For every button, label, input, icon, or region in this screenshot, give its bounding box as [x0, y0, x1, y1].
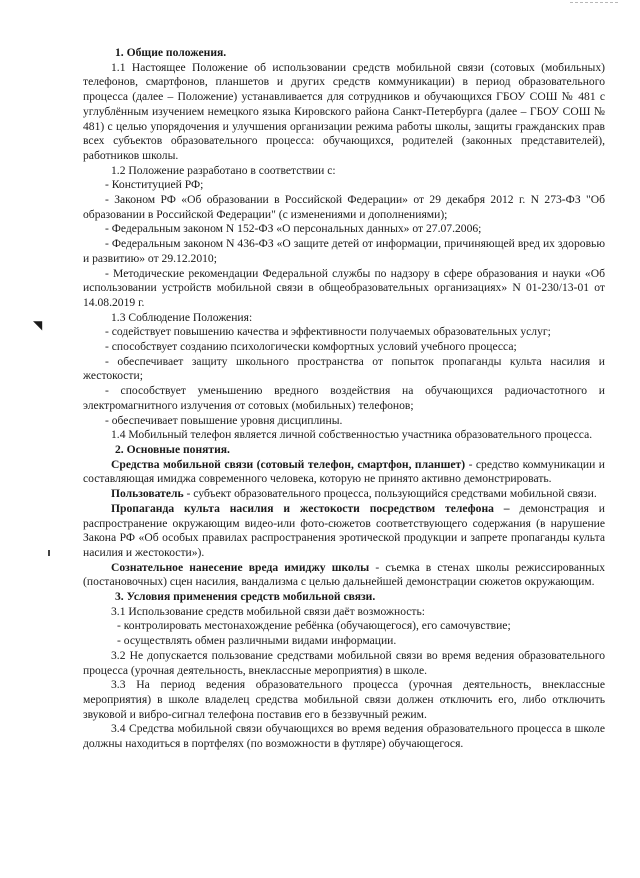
list-item: - Конституцией РФ; [105, 178, 204, 192]
paragraph-3-1: 3.1 Использование средств мобильной связи даёт возможность: [111, 604, 426, 618]
scan-bullet-mark: ◥ [33, 318, 43, 332]
definition-term: Пропаганда культа насилия и жестокости посредством телефона – [111, 501, 510, 515]
list-item: - осуществлять обмен различными видами информации. [117, 634, 397, 648]
paragraph-1-3: 1.3 Соблюдение Положения: [111, 310, 253, 324]
scan-dash-mark [48, 550, 50, 556]
definition-term: Сознательное нанесение вреда имиджу школы [111, 560, 370, 574]
list-item: - Федеральным законом N 436-ФЗ «О защите детей от информации, причиняющей вред их здоровью и развитию» от 29.12.2010; [83, 237, 605, 265]
section-3-heading: 3. Условия применения средств мобильной связи. [115, 590, 376, 604]
paragraph-1-1: 1.1 Настоящее Положение об использовании средств мобильной связи (сотовых (мобильных) телефонов, смартфонов, планшетов и других средств коммуникации) в период образовательного процесса (далее – Положение) устанавливается для сотрудников и обучающихся ГБОУ СОШ № 481 с углублённым изучением немецкого языка Кировского района Санкт-Петербурга (далее – ГБОУ СОШ № 481) с целью упорядочения и улучшения организации режима работы школы, защиты гражданских прав всех субъектов образовательного процесса: обучающихся, родителей (законных представителей), работников школы. [83, 60, 605, 162]
definition-text: - съемка в стенах школы режиссированных (постановочных) сцен насилия, вандализма с целью дальнейшей демонстрации сюжетов окружающим. [83, 560, 605, 589]
section-1-heading: 1. Общие положения. [115, 46, 227, 59]
list-item: - способствует созданию психологически комфортных условий учебного процесса; [105, 340, 517, 354]
list-item: - способствует уменьшению вредного воздействия на обучающихся радиочастотного и электромагнитного излучения от сотовых (мобильных) телефонов; [83, 384, 605, 412]
paragraph-3-4: 3.4 Средства мобильной связи обучающихся во время ведения образовательного процесса в школе должны находиться в портфелях (по возможности в футляре) обучающегося. [83, 722, 605, 751]
list-item: - обеспечивает повышение уровня дисциплины. [105, 413, 343, 427]
definition-text: - средство коммуникации и составляющая имиджа современного человека, которую не принято активно демонстрировать. [83, 457, 605, 486]
list-item: - обеспечивает защиту школьного пространства от попыток пропаганды культа насилия и жестокости; [83, 354, 605, 383]
list-item: - Федеральным законом N 152-ФЗ «О персональных данных» от 27.07.2006; [105, 222, 482, 236]
list-item: - контролировать местонахождение ребёнка (обучающегося), его самочувствие; [117, 619, 511, 633]
scan-mark [570, 2, 618, 4]
list-item: - Законом РФ «Об образовании в Российской Федерации» от 29 декабря 2012 г. N 273-ФЗ "Об образовании в Российской Федерации" (с изменениями и дополнениями); [83, 193, 605, 221]
document-body [83, 46, 605, 752]
definition-image-harm [83, 561, 605, 590]
definition-term: Пользователь [111, 487, 184, 501]
paragraph-1-2: 1.2 Положение разработано в соответствии с: [111, 163, 336, 177]
paragraph-3-2: 3.2 Не допускается пользование средствами мобильной связи во время ведения образовательного процесса (урочная деятельность, внеклассные мероприятия) в школе. [83, 648, 605, 677]
section-2-heading: 2. Основные понятия. [115, 442, 230, 456]
list-item: - содействует повышению качества и эффективности получаемых образовательных услуг; [105, 325, 551, 339]
definition-violence-propaganda [83, 502, 605, 561]
definition-text: демонстрация и распространение окружающим видео-или фото-сюжетов соответствующего содержания (в нарушение Закона РФ «Об особых правилах распространения эротической продукции и запрете пропаганды культа насилия и жестокости»). [83, 501, 605, 559]
paragraph-1-4: 1.4 Мобильный телефон является личной собственностью участника образовательного процесса. [111, 428, 593, 442]
definition-text: - субъект образовательного процесса, пользующийся средствами мобильной связи. [183, 487, 597, 501]
paragraph-3-3: 3.3 На период ведения образовательного процесса (урочная деятельность, внеклассные мероприятия) в школе владелец средства мобильной связи должен отключить его, либо отключить звуковой и вибро-сигнал телефона поставив его в беззвучный режим. [83, 678, 605, 721]
definition-user [83, 487, 605, 502]
definition-term: Средства мобильной связи (сотовый телефон, смартфон, планшет) [111, 457, 466, 471]
definition-mobile-devices [83, 458, 605, 487]
list-item: - Методические рекомендации Федеральной службы по надзору в сфере образования и науки «Об использовании устройств мобильной связи в общеобразовательных организациях» N 01-230/13-01 от 14.08.2019 г. [83, 266, 605, 309]
